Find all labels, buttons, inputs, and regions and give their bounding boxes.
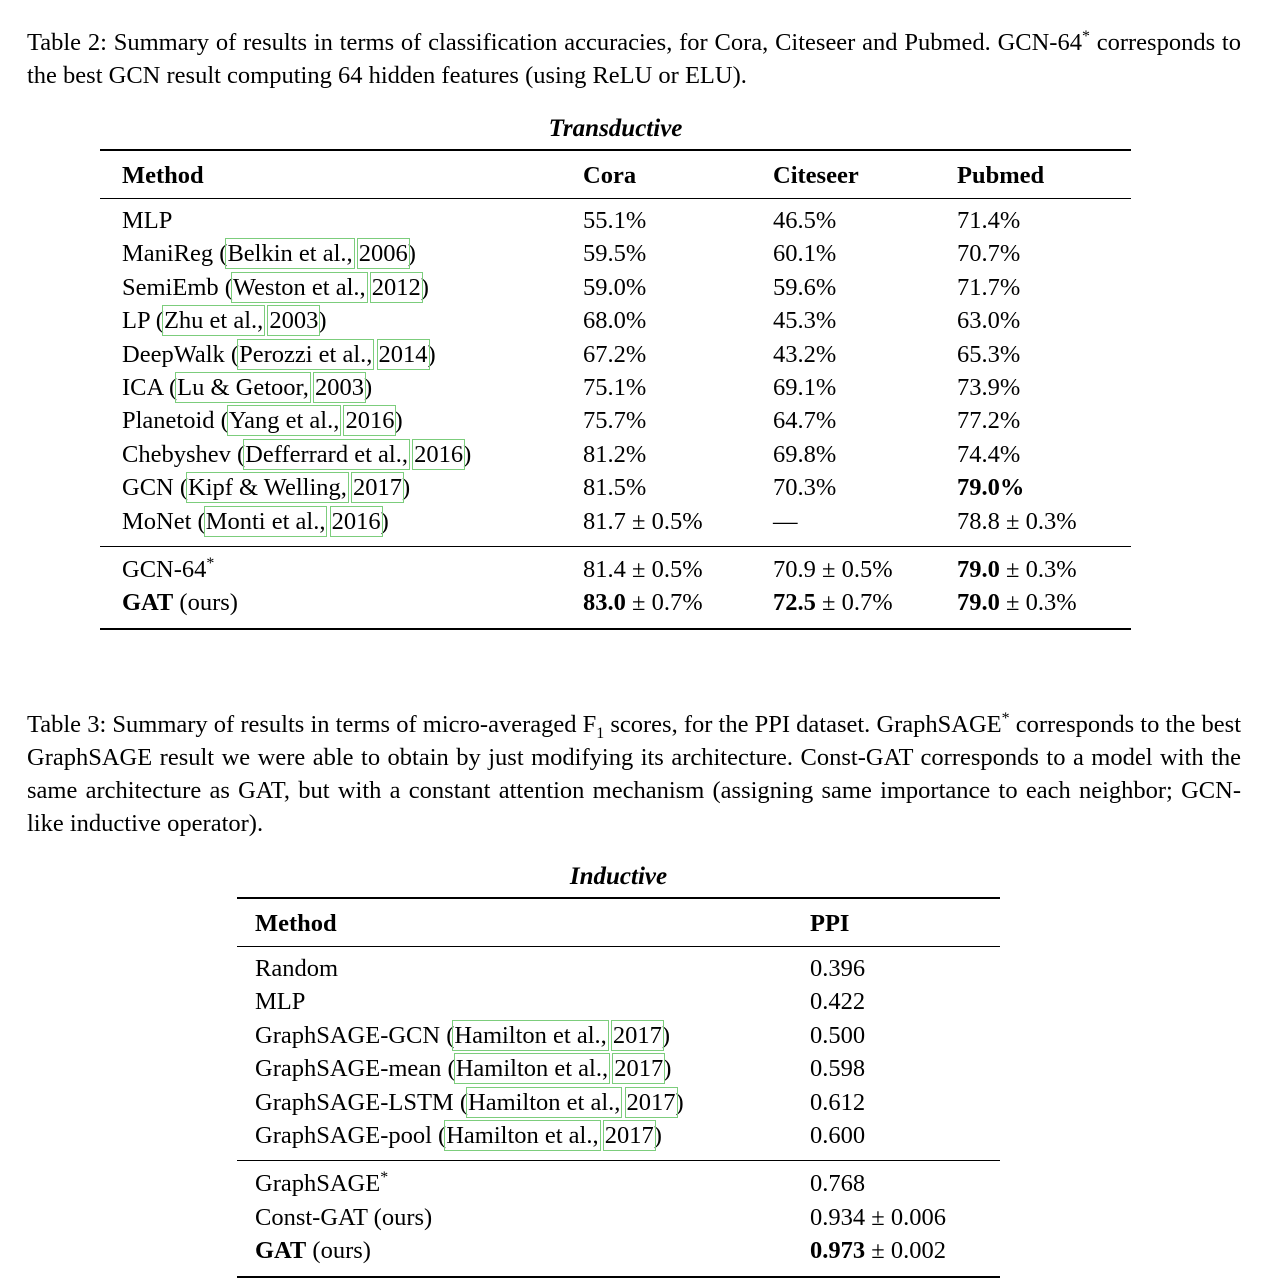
text-segment: 79.0 xyxy=(957,556,1000,584)
method-cell xyxy=(100,505,561,547)
text-segment: 74.4% xyxy=(957,440,1021,468)
text-segment: ± 0.7% xyxy=(815,589,893,617)
text-segment: 0.973 xyxy=(810,1237,866,1265)
citation-link[interactable]: 2003 xyxy=(314,374,364,402)
value-cell xyxy=(792,1234,1000,1276)
value-cell xyxy=(935,338,1131,371)
value-cell xyxy=(935,199,1131,238)
text-segment: * xyxy=(1081,27,1090,45)
text-segment: 67.2% xyxy=(583,340,647,368)
text-segment: ) xyxy=(394,407,403,435)
text-segment: corresponds to the best GCN result computing 64 hidden features (using ReLU or ELU). xyxy=(27,29,1241,89)
text-segment: ) xyxy=(407,240,416,268)
value-cell xyxy=(792,1019,1000,1052)
table-row xyxy=(100,199,1131,238)
text-segment: 75.1% xyxy=(583,374,647,402)
table-row xyxy=(100,237,1131,270)
value-cell xyxy=(561,338,751,371)
table2-container xyxy=(100,112,1131,630)
text-segment: GraphSAGE xyxy=(255,1170,381,1198)
text-segment: 70.3% xyxy=(773,474,837,502)
text-segment: GraphSAGE-pool ( xyxy=(255,1121,447,1149)
method-cell xyxy=(100,199,561,238)
text-segment: 77.2% xyxy=(957,407,1021,435)
citation-link[interactable]: 2016 xyxy=(414,440,464,468)
citation-link[interactable]: Zhu et al., xyxy=(163,307,264,335)
text-segment: 81.7 ± 0.5% xyxy=(583,507,703,535)
table-row xyxy=(100,404,1131,437)
table-row xyxy=(100,438,1131,471)
text-segment: MLP xyxy=(122,207,173,234)
text-segment: — xyxy=(773,507,798,535)
text-segment: Chebyshev ( xyxy=(122,440,246,468)
table-row xyxy=(237,1052,1000,1085)
value-cell xyxy=(561,586,751,628)
text-segment: Const-GAT (ours) xyxy=(255,1203,433,1231)
value-cell xyxy=(935,586,1131,628)
baseline-rows-group xyxy=(237,946,1000,1160)
column-header: Citeseer xyxy=(751,150,935,199)
value-cell xyxy=(561,199,751,238)
method-cell xyxy=(237,1161,792,1201)
value-cell xyxy=(561,404,751,437)
value-cell xyxy=(561,237,751,270)
text-segment: 73.9% xyxy=(957,374,1021,402)
transductive-results-table xyxy=(100,149,1131,630)
citation-link[interactable]: Yang et al., xyxy=(228,407,340,435)
table-row xyxy=(237,946,1000,985)
baseline-rows-group xyxy=(100,199,1131,547)
text-segment: 78.8 ± 0.3% xyxy=(957,507,1077,535)
text-segment: Random xyxy=(255,954,339,982)
text-segment: 0.600 xyxy=(810,1121,866,1149)
text-segment: 81.4 ± 0.5% xyxy=(583,556,703,584)
method-cell xyxy=(100,271,561,304)
text-segment: 79.0% xyxy=(957,474,1025,502)
citation-link[interactable]: 2017 xyxy=(626,1088,676,1116)
text-segment xyxy=(325,508,331,535)
text-segment: 68.0% xyxy=(583,307,647,335)
text-segment: 0.612 xyxy=(810,1088,866,1116)
value-cell xyxy=(561,471,751,504)
text-segment: 0.934 ± 0.006 xyxy=(810,1203,946,1231)
table-header-row xyxy=(237,898,1000,947)
text-segment xyxy=(620,1089,626,1116)
table-row xyxy=(100,304,1131,337)
citation-link[interactable]: Monti et al., xyxy=(205,507,326,535)
inductive-results-table xyxy=(237,897,1000,1278)
column-header: Pubmed xyxy=(935,150,1131,199)
text-segment: Table 3: Summary of results in terms of micro-averaged F xyxy=(27,710,597,738)
method-cell xyxy=(100,237,561,270)
value-cell xyxy=(935,547,1131,587)
method-cell xyxy=(100,338,561,371)
text-segment: 59.0% xyxy=(583,273,647,301)
value-cell xyxy=(935,471,1131,504)
text-segment: MLP xyxy=(255,988,306,1016)
method-cell xyxy=(100,404,561,437)
value-cell xyxy=(792,1119,1000,1161)
text-segment: * xyxy=(380,1169,389,1187)
method-cell xyxy=(237,1019,792,1052)
text-segment: 81.2% xyxy=(583,440,647,468)
table-row xyxy=(237,1201,1000,1234)
text-segment: 83.0 xyxy=(583,589,626,617)
text-segment: ) xyxy=(420,273,429,301)
text-segment: 69.1% xyxy=(773,374,837,402)
table-row xyxy=(237,1019,1000,1052)
value-cell xyxy=(751,547,935,587)
text-segment: SemiEmb ( xyxy=(122,273,233,301)
text-segment: 72.5 xyxy=(773,589,816,617)
text-segment: 43.2% xyxy=(773,340,837,368)
citation-link[interactable]: 2016 xyxy=(331,507,381,535)
citation-link[interactable]: Hamilton et al., xyxy=(468,1088,621,1116)
value-cell xyxy=(935,237,1131,270)
text-segment: GCN ( xyxy=(122,474,189,502)
text-segment: MoNet ( xyxy=(122,507,206,535)
text-segment: 59.6% xyxy=(773,273,837,301)
text-segment: ± 0.3% xyxy=(999,589,1077,617)
column-header: Cora xyxy=(561,150,751,199)
method-cell xyxy=(237,1086,792,1119)
citation-link[interactable]: 2014 xyxy=(378,340,428,368)
value-cell xyxy=(935,271,1131,304)
citation-link[interactable]: 2016 xyxy=(345,407,395,435)
text-segment: 81.5% xyxy=(583,474,647,502)
text-segment: GraphSAGE-mean ( xyxy=(255,1055,456,1083)
citation-link[interactable]: Perozzi et al., xyxy=(239,340,373,368)
text-segment xyxy=(372,341,378,368)
text-segment: ) xyxy=(363,374,373,402)
method-cell xyxy=(237,1234,792,1276)
text-segment: GraphSAGE-LSTM ( xyxy=(255,1088,468,1116)
method-cell xyxy=(100,438,561,471)
citation-link[interactable]: 2017 xyxy=(353,474,402,502)
text-segment: ± 0.7% xyxy=(625,589,703,617)
table-row xyxy=(100,371,1131,404)
value-cell xyxy=(751,304,935,337)
text-segment xyxy=(607,1022,613,1049)
citation-link[interactable]: Hamilton et al., xyxy=(455,1055,609,1083)
text-segment: 55.1% xyxy=(583,207,647,234)
citation-link[interactable]: Kipf & Welling, xyxy=(188,474,347,502)
citation-link[interactable]: Hamilton et al., xyxy=(454,1021,607,1049)
text-segment: ) xyxy=(653,1121,662,1149)
value-cell xyxy=(792,985,1000,1018)
method-cell xyxy=(237,946,792,985)
text-segment: 70.7% xyxy=(957,240,1021,268)
text-segment: 63.0% xyxy=(957,307,1021,335)
value-cell xyxy=(561,371,751,404)
value-cell xyxy=(751,371,935,404)
column-header: PPI xyxy=(792,898,1000,947)
text-segment: ) xyxy=(380,507,389,535)
value-cell xyxy=(751,271,935,304)
text-segment: GraphSAGE-GCN ( xyxy=(255,1021,455,1049)
text-segment: ) xyxy=(318,307,327,335)
value-cell xyxy=(561,505,751,547)
table-row xyxy=(237,1234,1000,1276)
citation-link[interactable]: 2017 xyxy=(612,1021,662,1049)
citation-link[interactable]: Weston et al., xyxy=(232,273,366,301)
text-segment: ) xyxy=(402,474,411,502)
citation-link[interactable]: 2012 xyxy=(371,273,421,301)
method-cell xyxy=(100,586,561,628)
text-segment: ) xyxy=(675,1088,684,1116)
method-cell xyxy=(100,547,561,587)
text-segment: Planetoid ( xyxy=(122,407,229,435)
text-segment: ICA ( xyxy=(122,374,178,402)
method-cell xyxy=(100,304,561,337)
citation-link[interactable]: 2017 xyxy=(604,1121,654,1149)
value-cell xyxy=(561,304,751,337)
text-segment: 59.5% xyxy=(583,240,647,268)
text-segment: 0.500 xyxy=(810,1021,866,1049)
header-row xyxy=(237,898,1000,947)
value-cell xyxy=(561,547,751,587)
text-segment: ManiReg ( xyxy=(122,240,228,268)
text-segment: ) xyxy=(463,440,472,468)
table-row xyxy=(237,1161,1000,1201)
text-segment: ) xyxy=(661,1021,671,1049)
text-segment: 70.9 ± 0.5% xyxy=(773,556,893,584)
value-cell xyxy=(792,1201,1000,1234)
text-segment: ± 0.002 xyxy=(865,1237,946,1265)
method-cell xyxy=(100,471,561,504)
citation-link[interactable]: Belkin et al., xyxy=(227,240,353,268)
value-cell xyxy=(935,505,1131,547)
value-cell xyxy=(751,505,935,547)
method-cell xyxy=(237,1119,792,1161)
text-segment: ) xyxy=(663,1055,672,1083)
inductive-title: Inductive xyxy=(569,862,668,890)
header-row xyxy=(100,150,1131,199)
text-segment: 0.768 xyxy=(810,1170,866,1198)
citation-link[interactable]: 2017 xyxy=(614,1055,664,1083)
table-row xyxy=(237,985,1000,1018)
text-segment: Table 2: Summary of results in terms of classification accuracies, for Cora, Citeseer and Pubmed. GCN-64 xyxy=(27,29,1082,56)
value-cell xyxy=(792,1052,1000,1085)
text-segment: ) xyxy=(427,340,436,368)
value-cell xyxy=(751,471,935,504)
text-segment: 71.7% xyxy=(957,273,1021,301)
text-segment: GAT xyxy=(122,589,174,617)
value-cell xyxy=(935,371,1131,404)
value-cell xyxy=(561,438,751,471)
value-cell xyxy=(751,237,935,270)
value-cell xyxy=(935,438,1131,471)
citation-link[interactable]: Lu & Getoor, xyxy=(177,374,309,402)
table-row xyxy=(100,547,1131,587)
table-row xyxy=(237,1086,1000,1119)
table-row xyxy=(100,505,1131,547)
text-segment: scores, for the PPI dataset. GraphSAGE xyxy=(604,710,1002,738)
text-segment: 69.8% xyxy=(773,440,837,468)
table2-caption xyxy=(27,26,1241,92)
text-segment: 65.3% xyxy=(957,340,1021,368)
method-cell xyxy=(237,1052,792,1085)
citation-link[interactable]: 2006 xyxy=(358,240,408,268)
ours-rows-group xyxy=(237,1161,1000,1277)
value-cell xyxy=(751,586,935,628)
table3-container xyxy=(237,860,1000,1278)
text-segment: ± 0.3% xyxy=(999,556,1077,584)
value-cell xyxy=(751,438,935,471)
text-segment: 64.7% xyxy=(773,407,837,435)
table-row xyxy=(100,586,1131,628)
column-header: Method xyxy=(100,150,561,199)
table-row xyxy=(237,1119,1000,1161)
text-segment: LP ( xyxy=(122,307,164,335)
text-segment: GCN-64 xyxy=(122,556,207,584)
text-segment xyxy=(366,274,372,301)
text-segment: * xyxy=(206,554,215,572)
method-cell xyxy=(237,1201,792,1234)
text-segment xyxy=(599,1122,605,1149)
text-segment: GAT xyxy=(255,1237,307,1265)
text-segment: DeepWalk ( xyxy=(122,340,240,368)
text-segment: (ours) xyxy=(173,589,238,617)
text-segment: 79.0 xyxy=(957,589,1000,617)
table-row xyxy=(100,471,1131,504)
citation-link[interactable]: 2003 xyxy=(269,307,319,335)
value-cell xyxy=(751,199,935,238)
citation-link[interactable]: Defferrard et al., xyxy=(245,440,408,468)
text-segment: 1 xyxy=(596,724,605,742)
text-segment: 75.7% xyxy=(583,407,647,435)
citation-link[interactable]: Hamilton et al., xyxy=(446,1121,599,1149)
table-header-row xyxy=(100,150,1131,199)
value-cell xyxy=(561,271,751,304)
column-header: Method xyxy=(237,898,792,947)
text-segment xyxy=(353,240,359,267)
method-cell xyxy=(237,985,792,1018)
value-cell xyxy=(935,404,1131,437)
table-row xyxy=(100,338,1131,371)
value-cell xyxy=(751,338,935,371)
text-segment: 0.396 xyxy=(810,954,866,982)
ours-rows-group xyxy=(100,547,1131,629)
text-segment: 71.4% xyxy=(957,207,1021,234)
value-cell xyxy=(935,304,1131,337)
transductive-title: Transductive xyxy=(548,115,683,142)
table-row xyxy=(100,271,1131,304)
text-segment: 60.1% xyxy=(773,240,837,268)
text-segment: * xyxy=(1001,709,1010,727)
text-segment: (ours) xyxy=(306,1237,371,1265)
value-cell xyxy=(792,1161,1000,1201)
table3-caption xyxy=(27,708,1241,840)
value-cell xyxy=(751,404,935,437)
method-cell xyxy=(100,371,561,404)
value-cell xyxy=(792,1086,1000,1119)
text-segment: 45.3% xyxy=(773,307,837,335)
text-segment: 0.422 xyxy=(810,988,866,1016)
text-segment: 46.5% xyxy=(773,207,837,234)
text-segment: corresponds to the best GraphSAGE result we were able to obtain by just modifying its architecture. Const-GAT corresponds to a model with the same architecture as GAT, but with a constant attention mechanism (assigning same importance to each neighbor; GCN-like inductive operator). xyxy=(27,710,1242,837)
value-cell xyxy=(792,946,1000,985)
text-segment: 0.598 xyxy=(810,1055,866,1083)
